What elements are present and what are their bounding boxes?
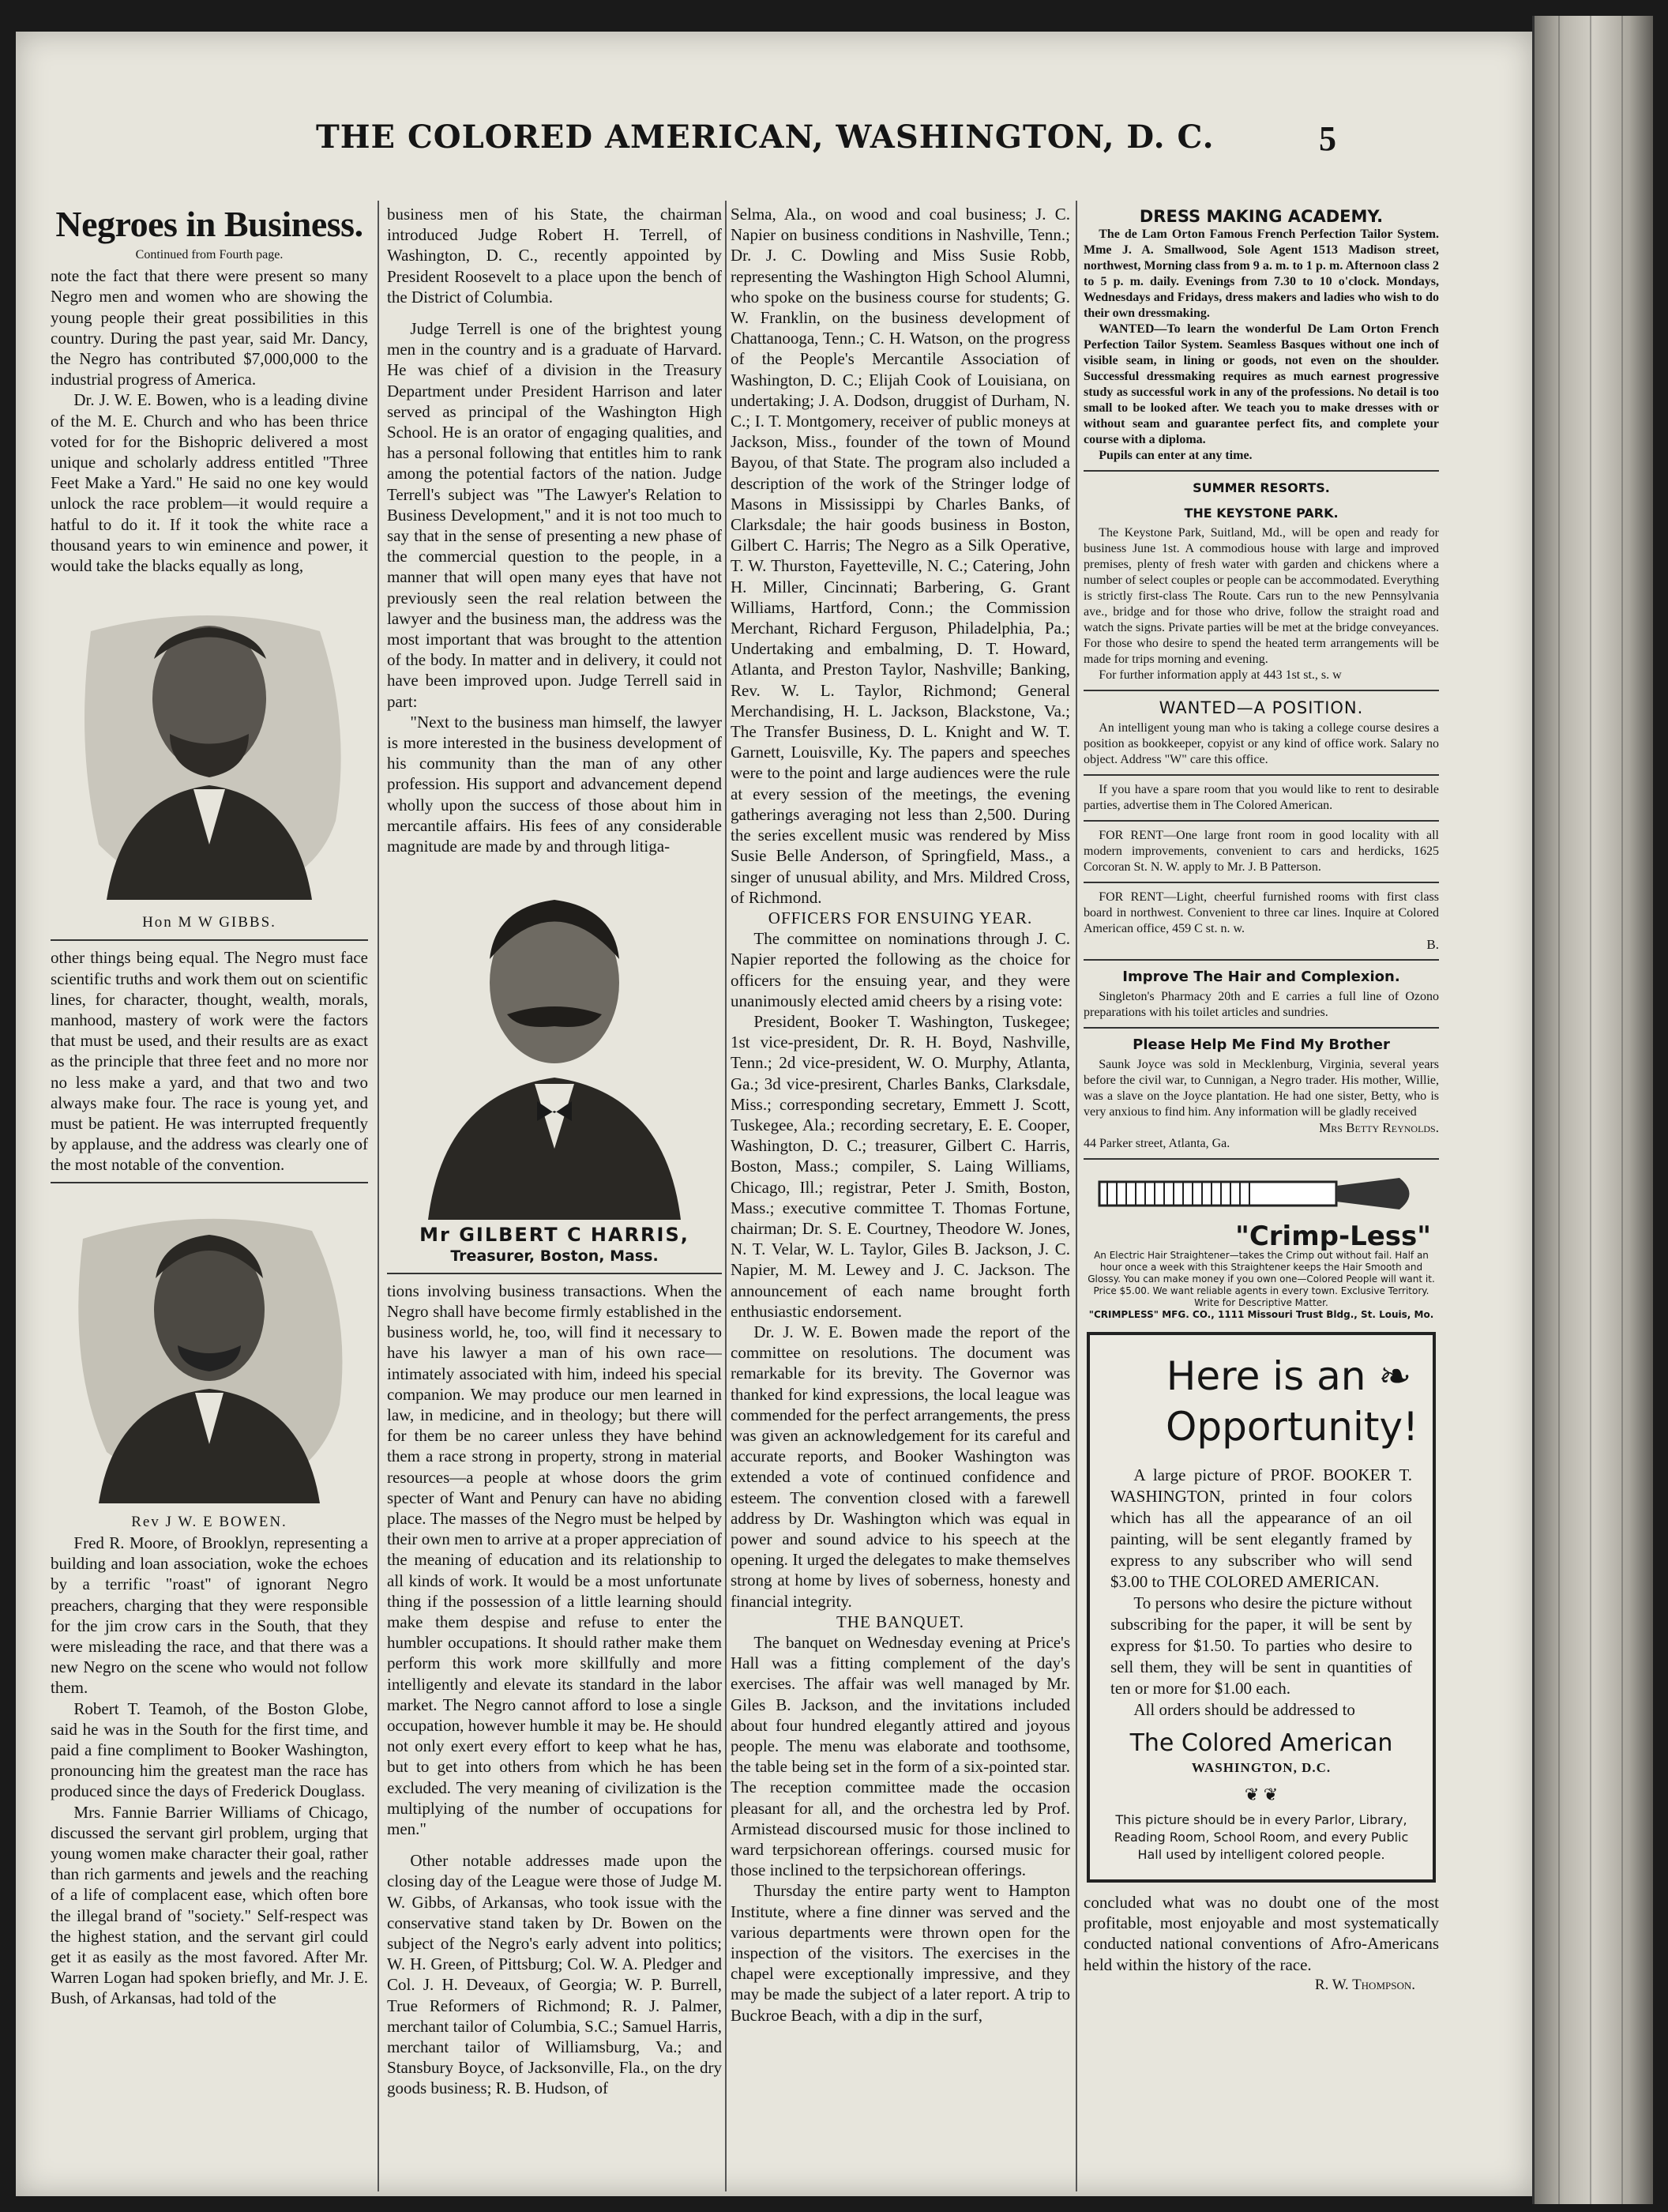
portrait-caption: Hon M W GIBBS.: [142, 914, 276, 931]
paragraph: concluded what was no doubt one of the most profitable, most enjoyable and most systematically conducted national conventions of Afro-Americans held within the history of the race.: [1084, 1893, 1439, 1974]
ad-title: THE KEYSTONE PARK.: [1184, 506, 1339, 521]
ad-text: WANTED—To learn the wonderful De Lam Orton French Perfection Tailor System. Seamless Basques without one inch of visible seam, in lining or goods, not even on the shoulder. Successful dressmaking requires as much earnest progressive study as successful work in any of the professions. No detail is too small to be looked after. We teach you to make dresses with or without seam and guarantee perfect fits, and complete your course with a diploma.: [1084, 322, 1439, 446]
newspaper-page: [16, 32, 1532, 2196]
paragraph: The committee on nominations through J. C. Napier reported the following as the choice for officers for the ensuing year, and they were unanimously elected amid cheers by a rising vote:: [731, 929, 1070, 1010]
paragraph: Selma, Ala., on wood and coal business; J. C. Napier on business conditions in Nashville, Tenn.; Dr. J. C. Dowling and Miss Susie Robb, representing the Washington High School Alumni, who spoke on the business course for students; G. W. Franklin, on the business development of Chattanooga, Tenn.; C. H. Watson, on the progress of the People's Mercantile Association of Washington, D. C.; Elijah Cook of Louisiana, on undertaking; J. A. Dodson, druggist of Durham, N. C.; I. T. Montgomery, receiver of public moneys at Jackson, Miss., founder of the town of Mound Bayou, of that State. The program also included a description of the work of the Stringer lodge of Masons in Mississippi by Charles Banks, of Clarksdale; the hair goods business in Boston, Gilbert C. Harris; The Negro as a Silk Operative, T. W. Thurston, Fayetteville, N. C.; Catering, John H. Miller, Cincinnati; Barbering, G. Grant Williams, Hartford, Conn.; the Commission Merchant, Richard Ferguson, Philadelphia, Pa.; Undertaking and embalming, D. T. Howard, Atlanta, and Preston Taylor, Nashville; Banking, Rev. W. L. Taylor, Richmond; General Merchandising, H. L. Jackson, Blackstone, Va.; The Transfer Business, D. L. Knight and W. T. Garnett, Louisville, Ky. The papers and speeches were to the point and large audiences were the rule at every session of the meetings, the evening gatherings averaging not less than 2,500. During the series excellent music was rendered by Miss Susie Belle Anderson, of Springfield, Mass., a singer of unusual ability, and Mrs. Mildred Cross, of Richmond.: [731, 205, 1070, 907]
column-rule: [725, 201, 727, 2191]
ad-title: WANTED—A POSITION.: [1159, 698, 1364, 718]
ad-title: DRESS MAKING ACADEMY.: [1139, 207, 1384, 226]
opportunity-ad: [1087, 1332, 1436, 1883]
paragraph: "Next to the business man himself, the lawyer is more interested in the business development of his community than the man of any other profession. His support and advancement depend wholly upon the success of those about him in mercantile affairs. His fees of any considerable magnitude are made by and through litiga-: [387, 712, 722, 856]
paragraph: other things being equal. The Negro must face scientific truths and work them out on scientific lines, for character, thought, wealth, morals, manhood, mastery of work were the factors that must be used, and their results are as exact as the principle that three feet and no more nor no less make a yard, and that two and two always make four. The race is young yet, and must be patient. He was interrupted frequently by applause, and the address was clearly one of the most notable of the convention.: [51, 948, 368, 1175]
dressmaking-ad: [1084, 209, 1439, 464]
paragraph: business men of his State, the chairman introduced Judge Robert H. Terrell, of Washington, D. C., recently appointed by President Roosevelt to a place upon the bench of the District of Columbia.: [387, 205, 722, 307]
ad-address: 44 Parker street, Atlanta, Ga.: [1084, 1137, 1230, 1151]
divider: [1084, 882, 1439, 883]
column-2: [387, 204, 722, 2196]
divider: [1084, 774, 1439, 776]
ad-text: FOR RENT—Light, cheerful furnished rooms with first class board in northwest. Convenient to three car lines. Inquire at Colored American office, 459 C st. n. w.: [1084, 890, 1439, 935]
section-heading: THE BANQUET.: [836, 1612, 965, 1631]
paragraph: tions involving business transactions. When the Negro shall have become firmly established in the business world, he, too, will find it necessary to have his lawyer a man of his own race—intimately associated with him, indeed his special companion. We may produce our men learned in law, in medicine, and in theology; but there will for them be no career unless they have behind them a race strong in property, strong in material resources—a people at whose doors the grim specter of Want and Penury can have no abiding place. The masses of the Negro must be helped by their own men to arrive at a proper appreciation of the meaning of education and its relationship to all kinds of work. It would be a most unfortunate thing if the possession of a little learning should make them despise and refuse to enter the humbler occupations. It should rather make them perform this work more skillfully and more intelligently and elevate its standard in the labor market. The Negro cannot afford to lose a single occupation, however humble it may be. He should not only exert every effort to keep what he has, but to get into others from which he has been excluded. The very meaning of civilization is the multiplying of the number of occupations for men.": [387, 1281, 722, 1838]
crimpless-company: "CRIMPLESS" MFG. CO., 1111 Missouri Trust Bldg., St. Louis, Mo.: [1088, 1309, 1434, 1321]
column-rule: [378, 201, 379, 2191]
masthead-title: THE COLORED AMERICAN, WASHINGTON, D. C.: [316, 118, 1215, 156]
portrait-harris-image: [396, 864, 712, 1220]
column-3: [731, 204, 1070, 2196]
divider: [1084, 959, 1439, 961]
paragraph: Other notable addresses made upon the closing day of the League were those of Judge M. W. Gibbs, of Arkansas, who took issue with the conservative stand taken by Dr. Bowen on the subject of the Negro's early advent into politics; W. H. Green, of Pittsburg; Col. W. A. Pledger and Col. J. H. Deveaux, of Georgia; W. P. Burrell, True Reformers of Richmond; R. J. Palmer, merchant tailor of Columbia, S.C.; Samuel Harris, merchant tailor of Williamsburg, Va.; and Stansbury Boyce, of Jacksonville, Fla., on the dry goods business; R. B. Hudson, of: [387, 1851, 722, 2098]
ad-text: A large picture of PROF. BOOKER T. WASHINGTON, printed in four colors which has all the appearance of an oil painting, will be sent elegantly framed by express to any subscriber who will send $3.00 to THE COLORED AMERICAN.: [1110, 1465, 1412, 1592]
portrait-gibbs-image: [59, 584, 359, 908]
section-heading: OFFICERS FOR ENSUING YEAR.: [768, 908, 1033, 927]
masthead: [16, 118, 1532, 166]
paragraph: President, Booker T. Washington, Tuskegee; 1st vice-president, Dr. R. H. Boyd, Nashville, Tenn.; 2d vice-president, W. O. Murphy, Atlanta, Ga.; 3d vice-presirent, Charles Banks, Clarksdale, Miss.; corresponding secretary, Emmett J. Scott, Tuskegee, Ala.; recording secretary, E. E. Cooper, Washington, D. C.; treasurer, Gilbert C. Harris, Boston, Mass.; compiler, S. Laing Williams, Chicago, Ill.; registrar, Peter J. Smith, Boston, Mass.; executive committee T. Thomas Fortune, chairman; Dr. S. E. Courtney, Theodore W. Jones, N. T. Velar, W. L. Taylor, Giles B. Jackson, J. C. Napier, M. M. Lewey and J. C. Jackson. The announcement of each name brought forth enthusiastic endorsement.: [731, 1011, 1070, 1321]
leaf-ornament-icon: ❧: [1378, 1353, 1412, 1400]
comb-icon: [1084, 1166, 1423, 1221]
paragraph: The banquet on Wednesday evening at Price's Hall was a fitting complement of the day's exercises. The affair was well managed by Mr. Giles B. Jackson, and the invitations included about four hundred elegantly attired and joyous people. The menu was elaborate and toothsome, the table being set in the form of a six-pointed star. The reception committee made the occasion pleasant for all, and the orchestra led by Prof. Armistead discoursed music for those inclined to ward terpsichorean offerings. coursed music for those inclined to the terpsichorean offerings.: [731, 1633, 1070, 1880]
column-rule: [1076, 201, 1077, 2191]
publisher-location: WASHINGTON, D.C.: [1191, 1759, 1332, 1775]
ad-text: To persons who desire the picture without subscribing for the paper, it will be sent by express for $1.50. To parties who desire to sell them, they will be sent in quantities of ten or more for $1.00 each.: [1110, 1593, 1412, 1698]
crimpless-brand: "Crimp-Less": [1235, 1221, 1431, 1253]
book-binding: [1532, 16, 1653, 2204]
opportunity-heading-line1: Here is an ❧: [1166, 1353, 1412, 1400]
paragraph: note the fact that there were present so many Negro men and women who are showing the young people their great possibilities in this country. During the past year, said Mr. Dancy, the Negro has contributed $7,000,000 to the industrial progress of America.: [51, 266, 368, 389]
ad-text: The Keystone Park, Suitland, Md., will be open and ready for business June 1st. A commodious house with large and improved premises, plenty of fresh water with garden and chickens where a number of select couples or people can be accommodated. Everything is strictly first-class The Route. Cars run to the new Pennsylvania ave., bridge and for those who drive, follow the straight road and watch the signs. Private parties will be met at the bridge conveyances. For those who desire to spend the heated term arrangements will be made for trips morning and evening.: [1084, 526, 1439, 667]
paragraph: Robert T. Teamoh, of the Boston Globe, said he was in the South for the first time, and paid a fine compliment to Booker Washington, pronouncing him the greatest man the race has produced since the days of Frederick Douglass.: [51, 1698, 368, 1801]
continued-note: Continued from Fourth page.: [135, 248, 284, 261]
portrait-subcaption: Treasurer, Boston, Mass.: [450, 1247, 659, 1265]
ad-title: Please Help Me Find My Brother: [1133, 1036, 1390, 1053]
divider: [1084, 820, 1439, 822]
ad-text: Singleton's Pharmacy 20th and E carries a full line of Ozono preparations with his toilet articles and sundries.: [1084, 989, 1439, 1019]
page-number: 5: [1319, 119, 1336, 158]
divider: [1084, 690, 1439, 691]
ad-signature: B.: [1426, 936, 1439, 952]
divider: [1084, 1027, 1439, 1029]
paragraph: Fred R. Moore, of Brooklyn, representing a building and loan association, woke the echoes by a terrific "roast" of ignorant Negro preachers, charging that they were responsible for the jim crow cars in the South, that they were misleading the race, and that there was a new Negro on the scene who would not follow them.: [51, 1533, 368, 1698]
ad-section-heading: SUMMER RESORTS.: [1193, 480, 1330, 495]
ad-signature: Mrs Betty Reynolds.: [1319, 1120, 1439, 1136]
portrait-caption: Mr GILBERT C HARRIS,: [419, 1224, 689, 1247]
paragraph: Dr. J. W. E. Bowen, who is a leading divine of the M. E. Church and who has been thrice voted for for the Bishopric delivered a most unique and scholarly address entitled "Three Feet Make a Yard." He said no one key would unlock the race problem—it would require a hatful to do it. If it took the white race a thousand years to win eminence and power, it would take the blacks equally as long,: [51, 390, 368, 576]
divider: [51, 1182, 368, 1183]
portrait-bowen-image: [59, 1191, 359, 1507]
ad-text: FOR RENT—One large front room in good locality with all modern improvements, convenient to cars and herdicks, 1625 Corcoran St. N. W. apply to Mr. J. B Patterson.: [1084, 828, 1439, 874]
portrait-caption: Rev J W. E BOWEN.: [131, 1513, 287, 1530]
publisher-name: The Colored American: [1129, 1729, 1393, 1758]
divider: [1084, 470, 1439, 472]
ad-text: Saunk Joyce was sold in Mecklenburg, Virginia, several years before the civil war, to Cunnigan, a Negro trader. His mother, Willie, was a slave on the Joyce plantation. He had one sister, Betty, who is very anxious to find him. Any information will be gladly received: [1084, 1058, 1439, 1119]
divider: [387, 1273, 722, 1274]
paragraph: Thursday the entire party went to Hampton Institute, where a fine dinner was served and the various departments were thrown open for the inspection of the visitors. The exercises in the chapel were exceptionally impressive, and they may be made the subject of a later report. A trip to Buckroe Beach, with a dip in the surf,: [731, 1881, 1070, 2025]
ad-text: An intelligent young man who is taking a college course desires a position as bookkeeper, copyist or any kind of office work. Salary no object. Address "W" care this office.: [1084, 720, 1439, 766]
ad-text: All orders should be addressed to: [1133, 1700, 1355, 1720]
ad-text: If you have a spare room that you would like to rent to desirable parties, advertise them in The Colored American.: [1084, 782, 1439, 812]
paragraph: Judge Terrell is one of the brightest young men in the country and is a graduate of Harvard. He was chief of a division in the Treasury Department under President Harrison and later served as principal of the Washington High School. He is an orator of engaging qualities, and has a personal following that entitles him to rank among the potential factors of the nation. Judge Terrell's subject was "The Lawyer's Relation to Business Development," and it is not too much to say that in the sense of presenting a new phase of the commercial question to the people, in a manner that will open many eyes that have not previously seen the real relation between the lawyer and the business man, the address was the most important that was brought to the attention of the body. In matter and in delivery, it could not have been improved upon. Judge Terrell said in part:: [387, 319, 722, 711]
divider: [51, 939, 368, 941]
ad-note: This picture should be in every Parlor, Library, Reading Room, School Room, and every Public Hall used by intelligent colored people.: [1114, 1812, 1409, 1863]
article-headline: Negroes in Business.: [55, 204, 363, 244]
paragraph: Dr. J. W. E. Bowen made the report of the committee on resolutions. The document was remarkable for its brevity. The Governor was thanked for kind expressions, the local league was commended for the perfect arrangements, the press was given an acknowledgement for its careful and accurate reports, and Booker Washington was extended a vote of continued confidence and esteem. The convention closed with a farewell address by Dr. Washington which was equal in power and sound advice to his speech at the opening. It urged the delegates to make themselves strong at home by lives of soberness, honesty and financial integrity.: [731, 1322, 1070, 1611]
ad-text: For further information apply at 443 1st st., s. w: [1099, 668, 1342, 683]
crimpless-ad-text: An Electric Hair Straightener—takes the Crimp out without fail. Half an hour once a week with this Straightener keeps the Hair Smooth and Glossy. You can make money if you own one—Colored People will want it. Price $5.00. We want reliable agents in every town. Exclusive Territory. Write for Descriptive Matter.: [1088, 1250, 1435, 1309]
ad-text: The de Lam Orton Famous French Perfection Tailor System. Mme J. A. Smallwood, Sole Agent 1513 Madison street, northwest, Morning class from 9 a. m. to 1 p. m. Afternoon class 2 to 5 p. m. daily. Evenings from 7.30 to 10 o'clock. Mondays, Wednesdays and Fridays, dress makers and ladies who wish to do their own dressmaking.: [1084, 228, 1439, 320]
article-signature: R. W. Thompson.: [1314, 1976, 1415, 1993]
ad-text: Pupils can enter at any time.: [1099, 449, 1253, 462]
ad-title: Improve The Hair and Complexion.: [1122, 968, 1400, 985]
ornament-icon: ❦ ❦: [1244, 1784, 1279, 1804]
column-4: [1084, 204, 1439, 2196]
column-1: [51, 204, 368, 2196]
paragraph: Mrs. Fannie Barrier Williams of Chicago, discussed the servant girl problem, urging that young women make character their goal, rather than rich garments and jewels and the reaching of a life of complacent ease, which often bore the illegal brand of "society." Self-respect was the highest station, and the servant girl could get it as easily as the most favored. After Mr. Warren Logan had spoken briefly, and Mr. J. E. Bush, of Arkansas, had told of the: [51, 1802, 368, 2008]
opportunity-heading-line2: Opportunity!: [1166, 1404, 1419, 1450]
divider: [1084, 1158, 1439, 1160]
